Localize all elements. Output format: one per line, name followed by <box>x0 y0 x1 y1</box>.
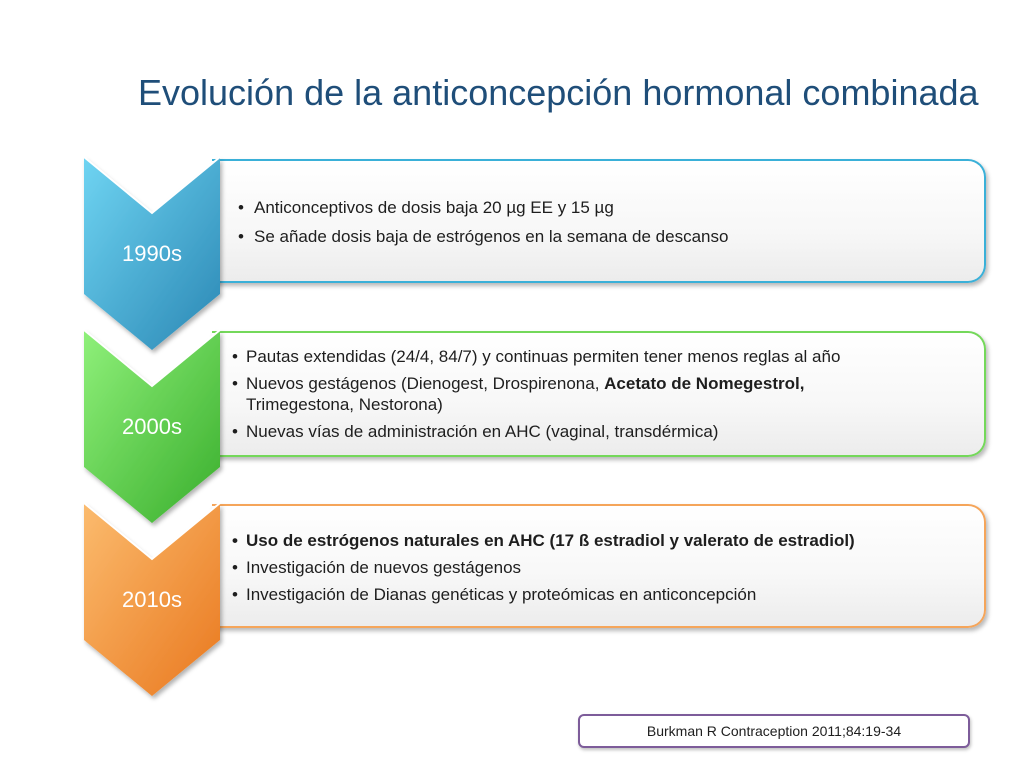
list-item-bold: Acetato de Nomegestrol, <box>604 374 805 393</box>
list-item-text: Nuevos gestágenos (Dienogest, Drospirenona, <box>246 374 605 393</box>
list-item: • Investigación de Dianas genéticas y proteómicas en anticoncepción <box>246 584 946 605</box>
list-item: • Anticonceptivos de dosis baja 20 µg EE y 15 µg <box>254 197 728 218</box>
slide-title: Evolución de la anticoncepción hormonal combinada <box>138 72 979 113</box>
reference-box: Burkman R Contraception 2011;84:19-34 <box>578 714 970 748</box>
chevron-label-2000s: 2000s <box>122 414 182 439</box>
list-item: • Uso de estrógenos naturales en AHC (17 ß estradiol y valerato de estradiol) <box>246 530 946 551</box>
chevron-label-1990s: 1990s <box>122 241 182 266</box>
list-item: • Se añade dosis baja de estrógenos en la semana de descanso <box>254 226 728 247</box>
chevron-label-2010s: 2010s <box>122 587 182 612</box>
list-item-text-cont: Trimegestona, Nestorona) <box>246 395 443 414</box>
list-item: • Nuevas vías de administración en AHC (vaginal, transdérmica) <box>246 421 946 442</box>
list-item: • Pautas extendidas (24/4, 84/7) y continuas permiten tener menos reglas al año <box>246 346 946 367</box>
list-item: • Investigación de nuevos gestágenos <box>246 557 946 578</box>
